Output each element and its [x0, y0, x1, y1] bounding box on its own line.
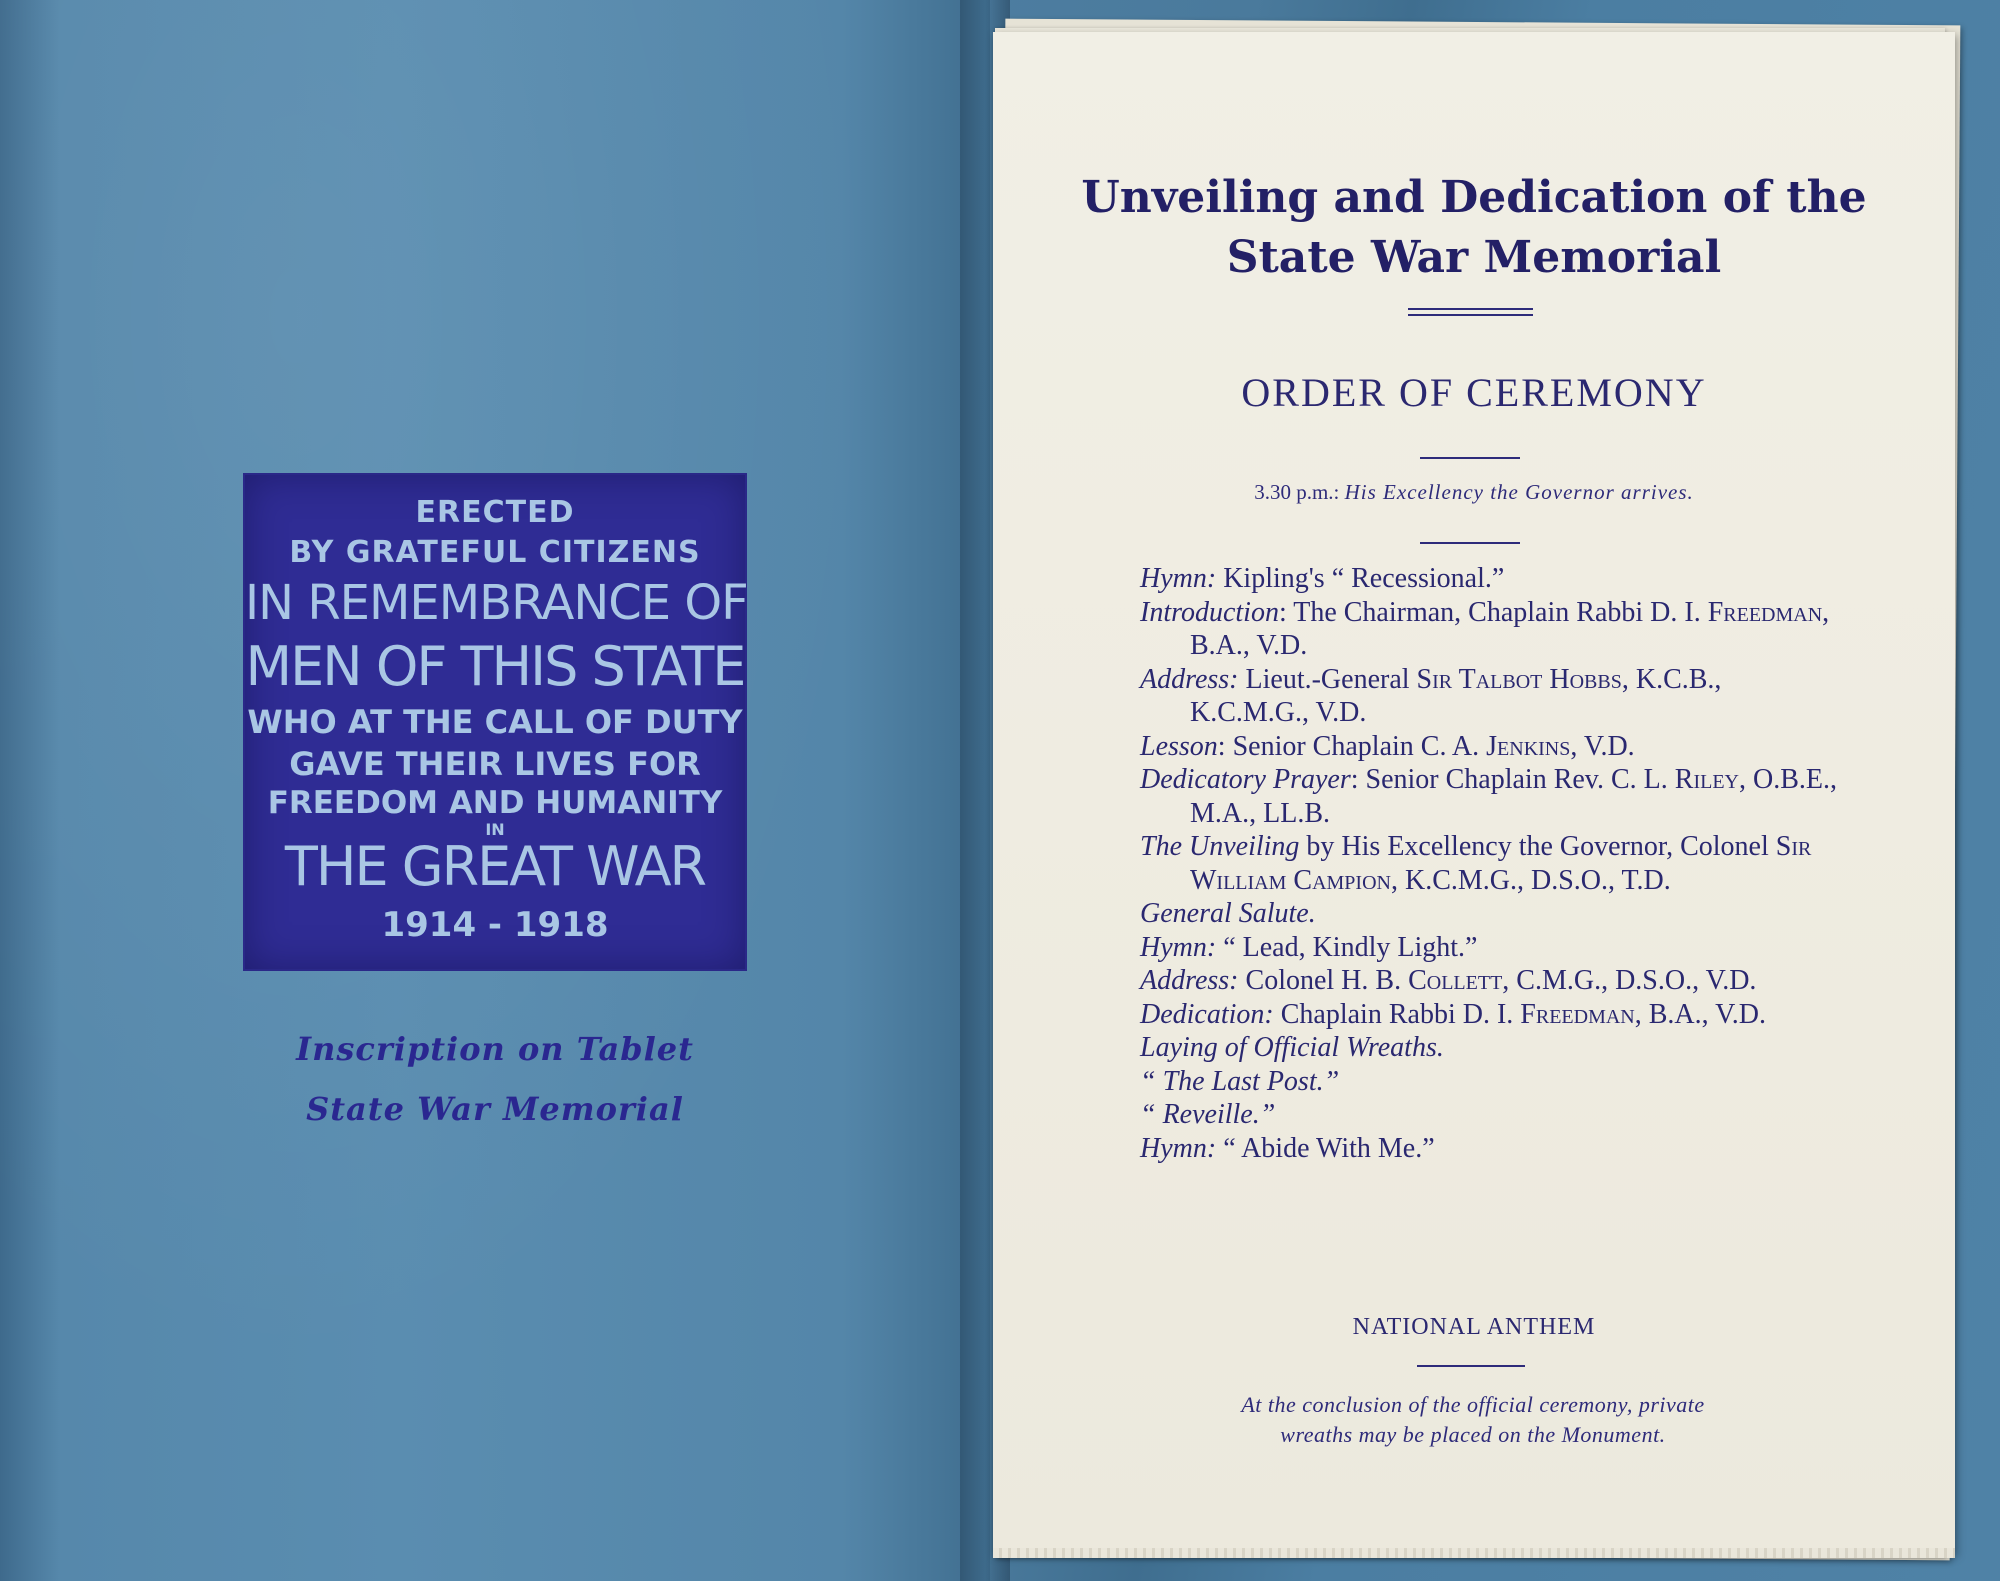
item-text: “ Lead, Kindly Light.” — [1216, 931, 1478, 963]
item-label: The Unveiling — [1140, 831, 1300, 862]
ceremony-item — [1140, 596, 1840, 663]
conclusion-note — [1123, 1390, 1823, 1450]
rule-divider — [1417, 1365, 1525, 1367]
tablet-line: ERECTED — [415, 495, 575, 530]
rule-divider — [1420, 457, 1520, 459]
item-label: Introduction — [1140, 596, 1279, 628]
ceremony-item — [1140, 1031, 1840, 1065]
tablet-line: IN REMEMBRANCE OF — [245, 575, 748, 631]
conclusion-line: wreaths may be placed on the Monument. — [1280, 1422, 1666, 1447]
item-label: “ The Last Post.” — [1140, 1065, 1340, 1097]
item-text: : The Chairman, Chaplain Rabbi — [1278, 596, 1644, 628]
ceremony-item — [1140, 931, 1840, 965]
tablet-caption: Inscription on Tablet — [296, 1030, 694, 1068]
tablet-line: THE GREAT WAR — [284, 835, 706, 898]
tablet-line: IN — [485, 820, 505, 839]
item-name: Sir Talbot Hobbs — [1416, 663, 1622, 695]
double-rule-divider — [1408, 308, 1533, 316]
tablet-line: FREEDOM AND HUMANITY — [267, 785, 723, 821]
item-text: , B.A., V.D. — [1190, 596, 1830, 661]
conclusion-line: At the conclusion of the official ceremony, private — [1241, 1392, 1705, 1417]
item-name: D. I. Freedman — [1650, 596, 1823, 628]
ceremony-item — [1140, 998, 1840, 1032]
ceremony-item — [1140, 830, 1840, 897]
ceremony-item — [1140, 1065, 1840, 1099]
item-name: Riley — [1674, 764, 1739, 795]
item-text: : Senior Chaplain Rev. C. L. — [1350, 764, 1675, 795]
item-text: Kipling's “ Recessional.” — [1216, 563, 1505, 594]
item-label: Laying of Official Wreaths. — [1140, 1032, 1444, 1063]
item-label: General Salute. — [1140, 898, 1316, 929]
item-text: Colonel H. B. — [1238, 965, 1409, 996]
ceremony-item — [1140, 897, 1840, 931]
ceremony-item — [1140, 763, 1840, 830]
sheet-title: Unveiling and Dedication of the — [1081, 172, 1867, 223]
ceremony-item — [1140, 1132, 1840, 1166]
tablet-line: 1914 - 1918 — [381, 905, 609, 945]
ceremony-item — [1140, 964, 1840, 998]
sheet-title: State War Memorial — [1226, 232, 1722, 283]
tablet-caption: State War Memorial — [306, 1090, 684, 1128]
ceremony-heading: ORDER OF CEREMONY — [1241, 370, 1707, 415]
item-name: C. A. Jenkins — [1420, 730, 1571, 762]
ceremony-item — [1140, 562, 1840, 596]
arrival-time: 3.30 p.m.: — [1254, 480, 1340, 504]
tablet-line: MEN OF THIS STATE — [245, 635, 745, 698]
item-name: Sir William Campion — [1190, 831, 1812, 896]
item-text: Chaplain Rabbi D. I. — [1273, 998, 1521, 1030]
item-text: , V.D. — [1570, 730, 1635, 762]
tablet-line: GAVE THEIR LIVES FOR — [289, 745, 701, 783]
paper-deckle-edge — [993, 1548, 1955, 1558]
item-text: “ Abide With Me.” — [1216, 1132, 1435, 1164]
item-text: , O.B.E., M.A., LL.B. — [1190, 764, 1837, 829]
item-label: Dedicatory Prayer — [1140, 764, 1351, 795]
item-name: Collett — [1408, 965, 1503, 996]
item-label: Hymn: — [1140, 563, 1217, 594]
item-name: Freedman — [1520, 998, 1635, 1030]
item-text: , C.M.G., D.S.O., V.D. — [1502, 965, 1757, 996]
item-label: Hymn: — [1140, 1132, 1217, 1164]
tablet-line: BY GRATEFUL CITIZENS — [289, 535, 701, 570]
ceremony-item — [1140, 730, 1840, 764]
item-label: Lesson — [1140, 730, 1218, 762]
item-label: “ Reveille.” — [1140, 1099, 1276, 1130]
item-text: Lieut.-General — [1238, 663, 1417, 695]
item-text: : Senior Chaplain — [1217, 730, 1421, 762]
arrival-line — [993, 480, 1955, 505]
national-anthem: NATIONAL ANTHEM — [1352, 1314, 1596, 1340]
ceremony-items — [1140, 562, 1840, 1165]
item-label: Hymn: — [1140, 931, 1217, 963]
item-text: , K.C.M.G., D.S.O., T.D. — [1390, 864, 1671, 896]
left-cover-page — [0, 0, 990, 1581]
tablet-line: WHO AT THE CALL OF DUTY — [247, 703, 743, 741]
item-text: , K.C.B., K.C.M.G., V.D. — [1190, 663, 1722, 728]
item-text: , B.A., V.D. — [1634, 998, 1766, 1030]
item-label: Address: — [1140, 663, 1239, 695]
ceremony-item — [1140, 663, 1840, 730]
inscription-tablet — [245, 475, 748, 969]
order-of-ceremony-sheet — [993, 32, 1955, 1554]
item-label: Address: — [1140, 965, 1239, 996]
rule-divider — [1420, 542, 1520, 544]
arrival-text: His Excellency the Governor arrives. — [1344, 480, 1694, 504]
item-text: by His Excellency the Governor, Colonel — [1299, 831, 1776, 862]
ceremony-item — [1140, 1098, 1840, 1132]
item-label: Dedication: — [1140, 998, 1274, 1030]
